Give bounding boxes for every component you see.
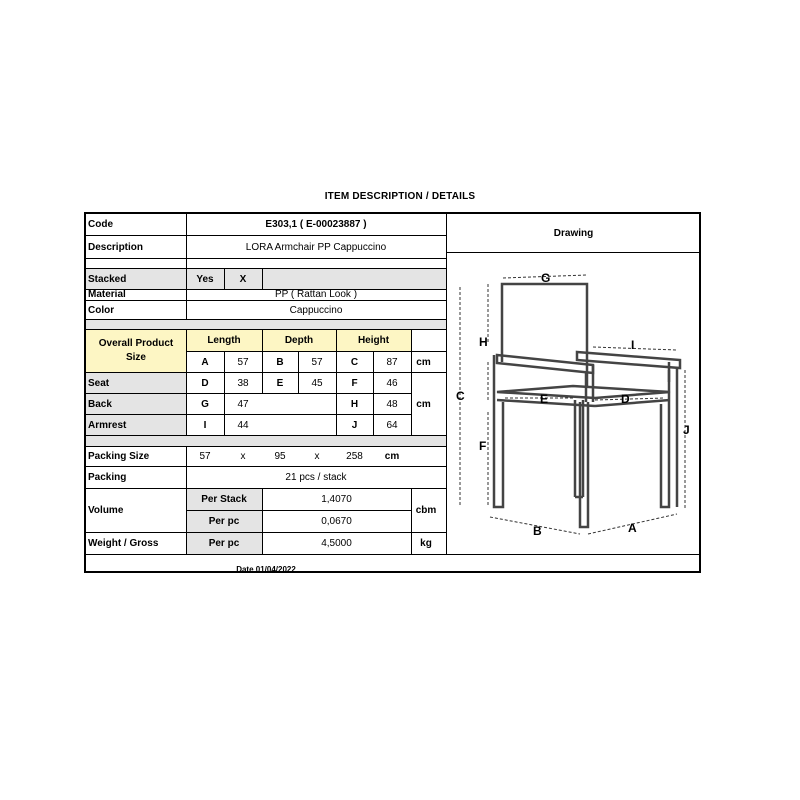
packing-length: 57 bbox=[199, 451, 211, 462]
volume-per-stack-value: 1,4070 bbox=[321, 494, 352, 505]
letter-c: C bbox=[456, 389, 465, 403]
description-value: LORA Armchair PP Cappuccino bbox=[245, 241, 387, 253]
letter-j: J bbox=[683, 423, 690, 437]
code-label: Code bbox=[88, 219, 113, 230]
grid-line bbox=[411, 329, 412, 435]
stacked-yes: Yes bbox=[196, 273, 214, 285]
page-title: ITEM DESCRIPTION / DETAILS bbox=[324, 191, 476, 202]
grid-line bbox=[262, 268, 263, 289]
depth-header: Depth bbox=[284, 334, 314, 346]
packing-x2: x bbox=[314, 451, 320, 462]
weight-per-pc-label: Per pc bbox=[208, 538, 240, 549]
packing-unit: cm bbox=[384, 451, 400, 462]
weight-value: 4,5000 bbox=[321, 538, 352, 549]
dim-key-d: D bbox=[201, 377, 209, 389]
description-label: Description bbox=[88, 241, 144, 253]
dim-val-g: 47 bbox=[237, 398, 249, 410]
packing-width: 95 bbox=[274, 451, 286, 462]
overall-size-label: Overall Product Size bbox=[98, 337, 174, 363]
letter-a: A bbox=[628, 521, 637, 535]
chair-drawing bbox=[445, 252, 695, 542]
grid-line bbox=[86, 258, 446, 259]
dim-key-j: J bbox=[351, 419, 358, 431]
code-value: E303,1 ( E-00023887 ) bbox=[265, 219, 367, 230]
dim-key-b: B bbox=[276, 356, 284, 368]
packing-height: 258 bbox=[346, 451, 363, 462]
material-label: Material bbox=[88, 289, 126, 300]
dim-key-h: H bbox=[350, 398, 359, 410]
dim-val-d: 38 bbox=[237, 377, 249, 389]
length-header: Length bbox=[207, 334, 241, 346]
dim-key-a: A bbox=[201, 356, 209, 368]
dim-key-g: G bbox=[201, 398, 209, 410]
dim-val-i: 44 bbox=[237, 419, 249, 431]
packing-label: Packing bbox=[88, 472, 127, 483]
volume-label: Volume bbox=[88, 505, 124, 516]
letter-h: H bbox=[479, 335, 488, 349]
grid-line bbox=[86, 554, 701, 555]
volume-per-pc-value: 0,0670 bbox=[321, 516, 352, 527]
dim-val-b: 57 bbox=[311, 356, 323, 368]
letter-d: D bbox=[621, 392, 630, 406]
grid-line bbox=[86, 319, 446, 320]
volume-unit: cbm bbox=[415, 505, 437, 516]
dim-val-h: 48 bbox=[386, 398, 398, 410]
color-value: Cappuccino bbox=[289, 304, 343, 316]
dim-key-c: C bbox=[350, 356, 359, 368]
letter-i: I bbox=[631, 338, 635, 352]
dim-key-e: E bbox=[276, 377, 284, 389]
dim-val-e: 45 bbox=[311, 377, 323, 389]
packing-x1: x bbox=[240, 451, 246, 462]
color-label: Color bbox=[88, 304, 115, 316]
drawing-header: Drawing bbox=[553, 227, 594, 239]
letter-f: F bbox=[479, 439, 487, 453]
dim-val-c: 87 bbox=[386, 356, 398, 368]
dim-val-a: 57 bbox=[237, 356, 249, 368]
volume-per-pc-label: Per pc bbox=[208, 516, 240, 527]
letter-g: G bbox=[541, 271, 551, 285]
dim-val-j: 64 bbox=[386, 419, 398, 431]
back-label: Back bbox=[88, 398, 112, 410]
packing-size-label: Packing Size bbox=[88, 451, 150, 462]
dim-val-f: 46 bbox=[386, 377, 398, 389]
stacked-label: Stacked bbox=[88, 273, 127, 285]
grid-line bbox=[86, 435, 446, 436]
dim-key-i: I bbox=[203, 419, 207, 431]
spacer-bg-2 bbox=[86, 435, 446, 446]
height-header: Height bbox=[357, 334, 390, 346]
weight-label: Weight / Gross bbox=[88, 538, 159, 549]
overall-unit: cm bbox=[416, 356, 431, 368]
letter-b: B bbox=[533, 524, 542, 538]
material-value: PP ( Rattan Look ) bbox=[274, 289, 358, 300]
chair-outline bbox=[494, 284, 680, 527]
armrest-label: Armrest bbox=[88, 419, 127, 431]
stacked-mark: X bbox=[239, 273, 247, 285]
letter-e: E bbox=[540, 392, 549, 406]
packing-value: 21 pcs / stack bbox=[285, 472, 347, 483]
date-label: Date 01/04/2022 bbox=[236, 565, 296, 574]
dim-key-f: F bbox=[351, 377, 358, 389]
back-unit: cm bbox=[416, 398, 431, 410]
seat-label: Seat bbox=[88, 377, 110, 389]
weight-unit: kg bbox=[420, 538, 432, 549]
spacer-bg-1 bbox=[86, 319, 446, 329]
volume-per-stack-label: Per Stack bbox=[201, 494, 247, 505]
